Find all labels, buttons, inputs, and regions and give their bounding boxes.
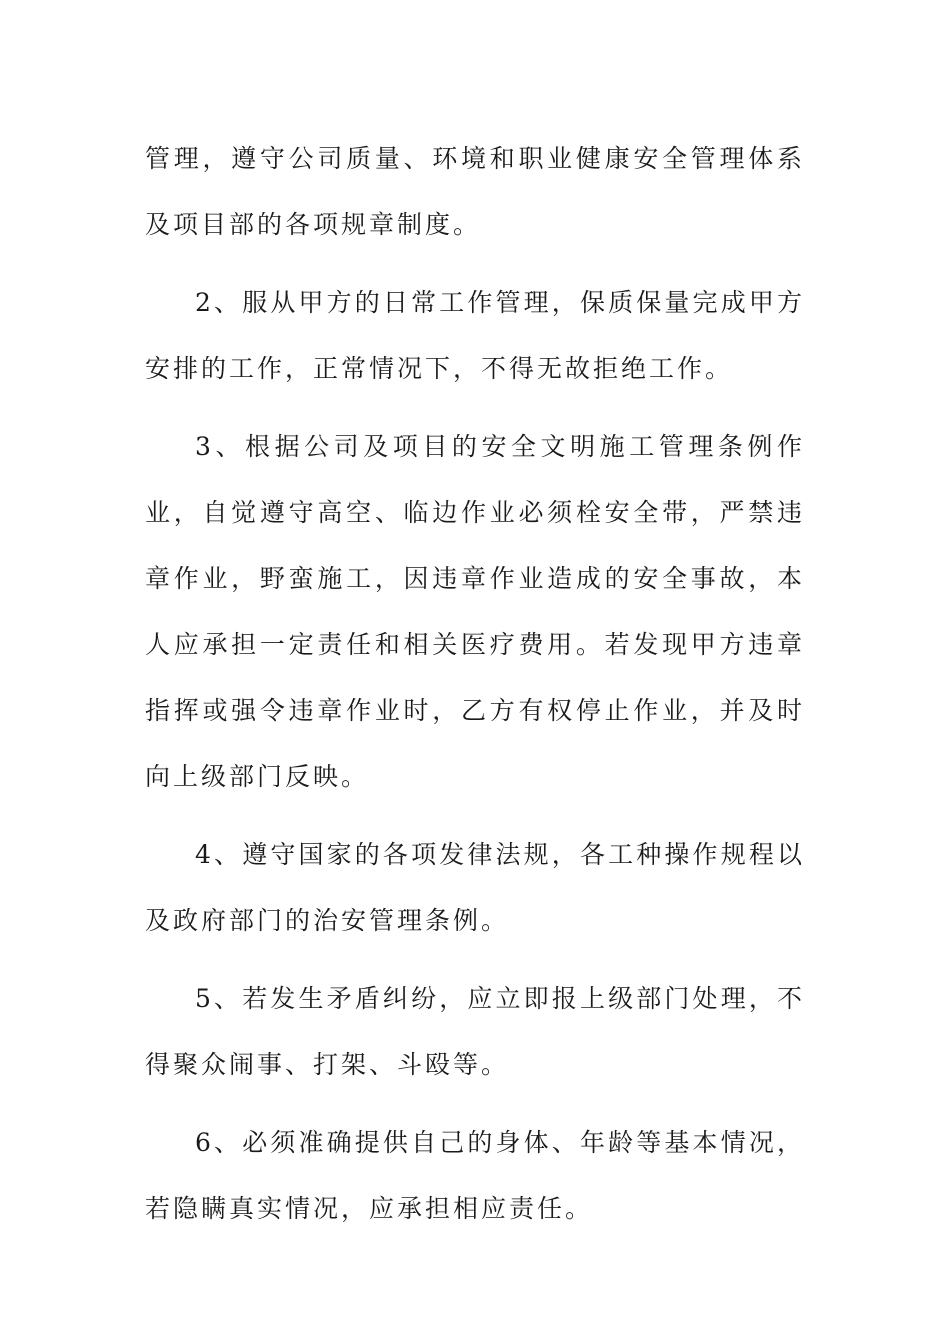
paragraph-item-6: 6、必须准确提供自己的身体、年龄等基本情况，若隐瞒真实情况，应承担相应责任。 (145, 1128, 805, 1223)
paragraph-item-4: 4、遵守国家的各项发律法规，各工种操作规程以及政府部门的治安管理条例。 (145, 840, 805, 935)
paragraph-continuation: 管理，遵守公司质量、环境和职业健康安全管理体系及项目部的各项规章制度。 (145, 144, 805, 239)
paragraph-item-3: 3、根据公司及项目的安全文明施工管理条例作业，自觉遵守高空、临边作业必须栓安全带，严禁违章作业，野蛮施工，因违章作业造成的安全事故，本人应承担一定责任和相关医疗费用。若发现甲方违章指挥或强令违章作业时，乙方有权停止作业，并及时向上级部门反映。 (145, 432, 805, 791)
document-body (145, 126, 805, 1254)
paragraph-item-2: 2、服从甲方的日常工作管理，保质保量完成甲方安排的工作，正常情况下，不得无故拒绝工作。 (145, 288, 805, 383)
paragraph-item-5: 5、若发生矛盾纠纷，应立即报上级部门处理，不得聚众闹事、打架、斗殴等。 (145, 984, 805, 1079)
